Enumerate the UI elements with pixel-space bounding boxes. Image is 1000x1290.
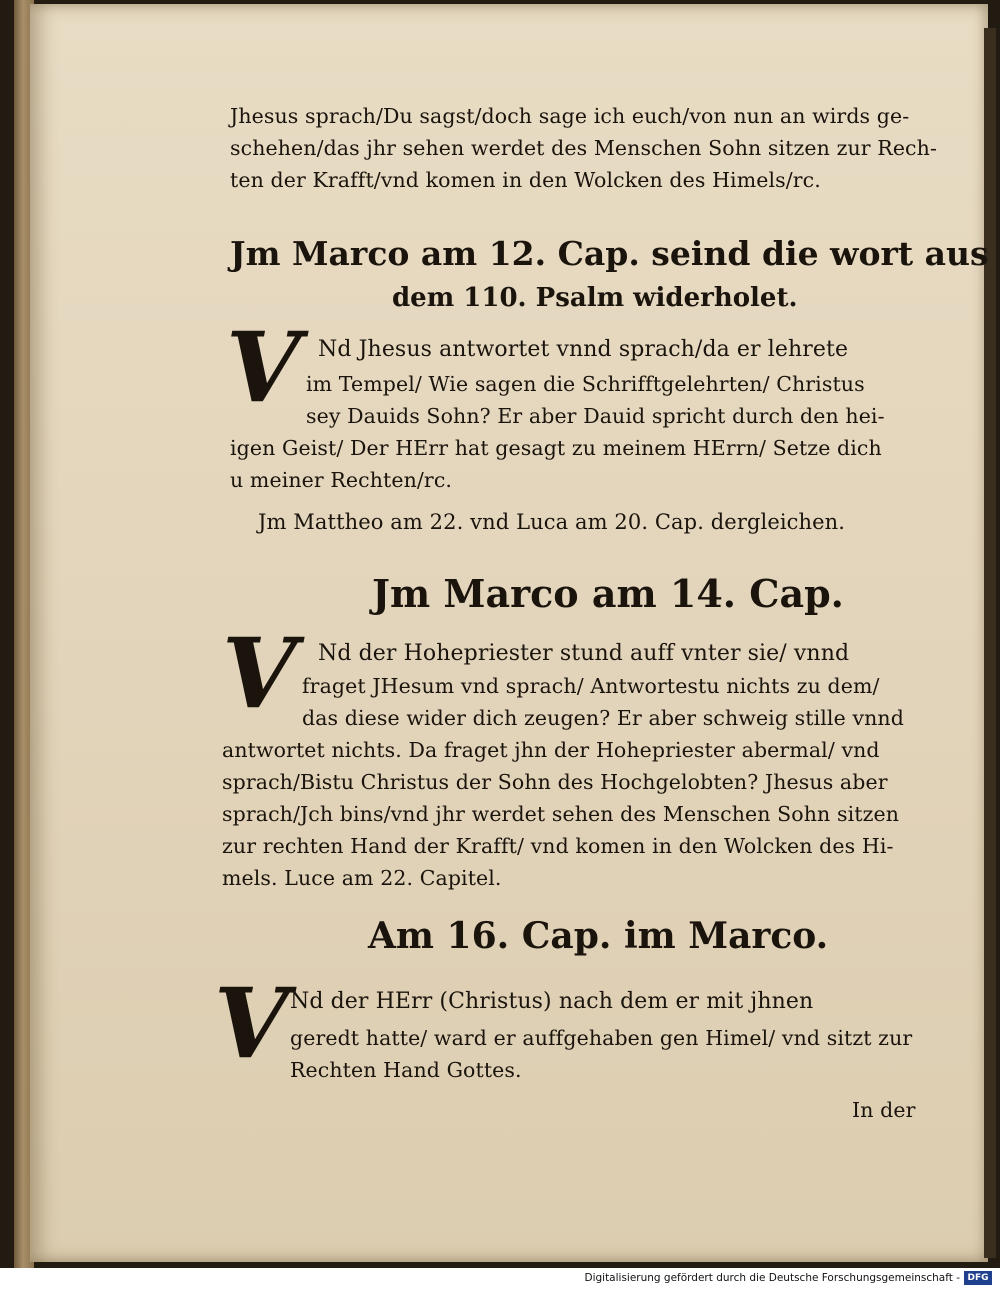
drop-cap: V: [222, 617, 297, 730]
text-line: zur rechten Hand der Krafft/ vnd komen in den Wolcken des Hi-: [222, 834, 894, 858]
text-line: Nd der HErr (Christus) nach dem er mit jhnen: [290, 989, 814, 1014]
section-heading: Jm Marco am 12. Cap. seind die wort aus: [230, 234, 989, 273]
text-line: mels. Luce am 22. Capitel.: [222, 866, 502, 890]
text-line: u meiner Rechten/rc.: [230, 468, 453, 492]
text-line: fraget JHesum vnd sprach/ Antwortestu nichts zu dem/: [302, 674, 880, 698]
dfg-logo-icon: DFG: [964, 1271, 992, 1285]
drop-cap: V: [214, 967, 289, 1080]
section-heading: Jm Marco am 14. Cap.: [372, 571, 844, 616]
catchword: In der: [852, 1098, 916, 1122]
section-heading: Am 16. Cap. im Marco.: [368, 915, 829, 957]
text-line: antwortet nichts. Da fraget jhn der Hohepriester abermal/ vnd: [222, 738, 880, 762]
text-line: das diese wider dich zeugen? Er aber schweig stille vnnd: [302, 706, 904, 730]
text-line: sprach/Jch bins/vnd jhr werdet sehen des Menschen Sohn sitzen: [222, 802, 900, 826]
text-line: ten der Krafft/vnd komen in den Wolcken des Himels/rc.: [230, 168, 821, 192]
section-heading-line-2: dem 110. Psalm widerholet.: [392, 283, 798, 313]
text-line: Nd Jhesus antwortet vnnd sprach/da er lehrete: [318, 337, 849, 362]
text-line: sprach/Bistu Christus der Sohn des Hochgelobten? Jhesus aber: [222, 770, 888, 794]
text-line: Nd der Hohepriester stund auff vnter sie/ vnnd: [318, 641, 850, 666]
reference-line: Jm Mattheo am 22. vnd Luca am 20. Cap. dergleichen.: [258, 510, 846, 534]
text-line: schehen/das jhr sehen werdet des Menschen Sohn sitzen zur Rech-: [230, 136, 937, 160]
text-line: im Tempel/ Wie sagen die Schrifftgelehrten/ Christus: [306, 372, 865, 396]
book-right-edge-shadow: [984, 28, 996, 1258]
text-line: Rechten Hand Gottes.: [290, 1058, 522, 1082]
drop-cap: V: [226, 311, 301, 424]
text-line: igen Geist/ Der HErr hat gesagt zu meinem HErrn/ Setze dich: [230, 436, 882, 460]
footer-credit: Digitalisierung gefördert durch die Deutsche Forschungsgemeinschaft -: [584, 1272, 960, 1284]
text-line: sey Dauids Sohn? Er aber Dauid spricht durch den hei-: [306, 404, 885, 428]
text-line: geredt hatte/ ward er auffgehaben gen Himel/ vnd sitzt zur: [290, 1026, 913, 1050]
text-line: Jhesus sprach/Du sagst/doch sage ich euch/von nun an wirds ge-: [230, 104, 910, 128]
footer-bar: [0, 1268, 1000, 1290]
